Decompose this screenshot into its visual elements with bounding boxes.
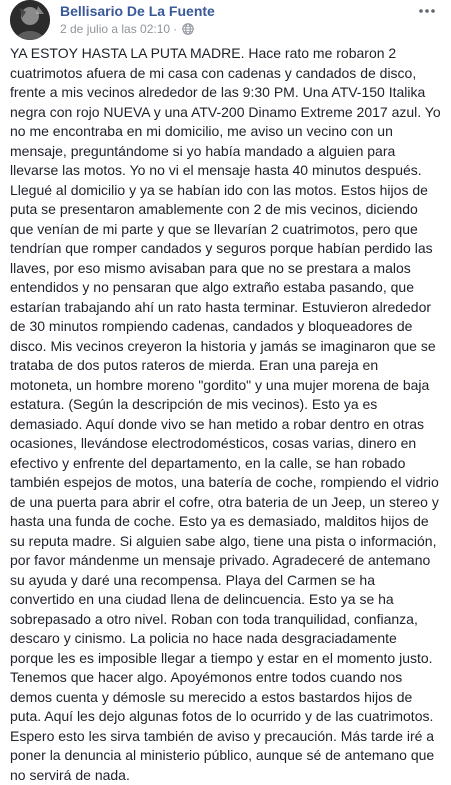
avatar-photo — [10, 0, 50, 40]
avatar[interactable] — [10, 0, 50, 40]
meta-separator: · — [173, 22, 178, 36]
globe-icon[interactable] — [182, 23, 194, 35]
post-header — [10, 0, 441, 40]
author-name[interactable]: Bellisario De La Fuente — [60, 3, 215, 19]
post-meta — [60, 22, 194, 36]
post-timestamp[interactable]: 2 de julio a las 02:10 — [60, 22, 171, 36]
more-options-icon[interactable] — [417, 4, 437, 18]
post-body-text: YA ESTOY HASTA LA PUTA MADRE. Hace rato me robaron 2 cuatrimotos afuera de mi casa con cadenas y candados de disco, frente a mis vecinos alrededor de las 9:30 PM. Una ATV-150 Italika negra con rojo NUEVA y una ATV-200 Dinamo Extreme 2017 azul. Yo no me encontraba en mi domicilio, me aviso un vecino con un mensaje, preguntándome si yo había mandado a alguien para llevarse las motos. Yo no vi el mensaje hasta 40 minutos después. Llegué al domicilio y ya se habían ido con las motos. Estos hijos de puta se presentaron amablemente con 2 de mis vecinos, diciendo que venían de mi parte y que se llevarían 2 cuatrimotos, pero que tendrían que romper candados y seguros porque habían perdido las llaves, por eso mismo avisaban para que no se prestara a malos entendidos y no pensaran que algo extraño estaba pasando, que estarían trabajando ahí un rato hasta terminar. Estuvieron alrededor de 30 minutos rompiendo cadenas, candados y bloqueadores de disco. Mis vecinos creyeron la historia y jamás se imaginaron que se trataba de dos putos rateros de mierda. Eran una pareja en motoneta, un hombre moreno "gordito" y una mujer morena de baja estatura. (Según la descripción de mis vecinos). Esto ya es demasiado. Aquí donde vivo se han metido a robar dentro en otras ocasiones, llevándose electrodomésticos, cosas varias, dinero en efectivo y enfrente del departamento, en la calle, se han robado también espejos de motos, una batería de coche, rompiendo el vidrio de una puerta para abrir el cofre, otra bateria de un Jeep, un stereo y hasta una funda de coche. Esto ya es demasiado, malditos hijos de su reputa madre. Si alguien sabe algo, tiene una pista o información, por favor mándenme un mensaje privado. Agradeceré de antemano su ayuda y daré una recompensa. Playa del Carmen se ha convertido en una ciudad llena de delincuencia. Esto ya se ha sobrepasado a otro nivel. Roban con toda tranquilidad, confianza, descaro y cinismo. La policia no hace nada desgraciadamente porque les es imposible llegar a tiempo y estar en el momento justo. Tenemos que hacer algo. Apoyémonos entre todos cuando nos demos cuenta y démosle su merecido a estos bastardos hijos de puta. Aquí les dejo algunas fotos de lo ocurrido y de las cuatrimotos. Espero esto les sirva también de aviso y precaución. Más tarde iré a poner la denuncia al ministerio público, aunque sé de antemano que no servirá de nada. — [10, 45, 441, 783]
